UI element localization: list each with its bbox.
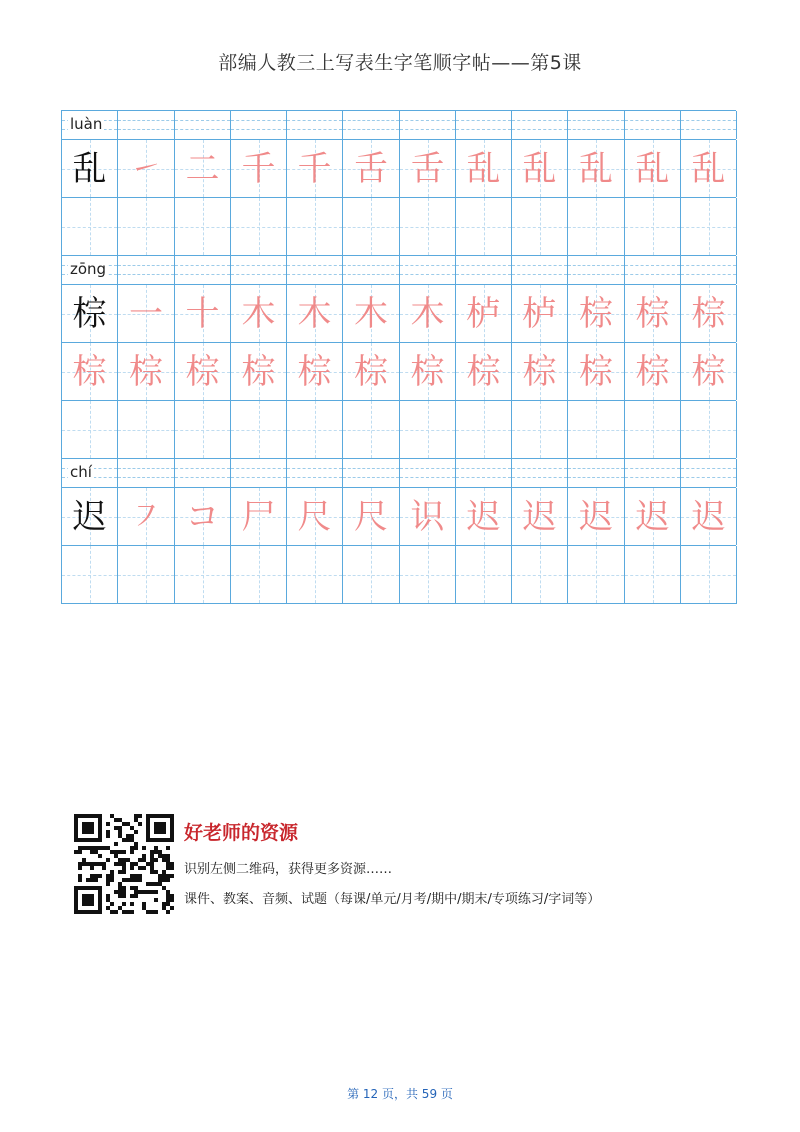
- pinyin-cell: [231, 459, 287, 487]
- promo-line-2: 课件、教案、音频、试题（每课/单元/月考/期中/期末/专项练习/字词等）: [184, 892, 601, 907]
- pinyin-cell: [456, 256, 512, 284]
- char-row: [61, 487, 736, 545]
- trace-character: 尺: [297, 496, 332, 537]
- promo-line-1: 识别左侧二维码，获得更多资源……: [184, 862, 393, 877]
- pinyin-label: chí: [70, 463, 92, 481]
- trace-character: 迟: [635, 496, 670, 537]
- grid-cell[interactable]: [512, 488, 568, 545]
- grid-cell[interactable]: [568, 546, 625, 603]
- trace-character: 棕: [72, 351, 107, 392]
- grid-cell[interactable]: [231, 343, 287, 400]
- trace-character: 识: [410, 496, 445, 537]
- grid-cell[interactable]: [231, 198, 287, 255]
- trace-character: 千: [241, 148, 276, 189]
- model-character: 棕: [72, 293, 107, 334]
- grid-cell[interactable]: [400, 546, 456, 603]
- pinyin-cell: [625, 111, 681, 139]
- page-number: 第 12 页，共 59 页: [347, 1087, 453, 1101]
- grid-cell[interactable]: [343, 198, 400, 255]
- pinyin-cell: [568, 111, 625, 139]
- grid-cell[interactable]: [625, 546, 681, 603]
- pinyin-cell: [512, 459, 568, 487]
- grid-cell[interactable]: [287, 401, 343, 458]
- pinyin-cell: [681, 111, 737, 139]
- pinyin-label: luàn: [70, 115, 103, 133]
- grid-cell[interactable]: [287, 488, 343, 545]
- pinyin-cell: [400, 111, 456, 139]
- grid-cell[interactable]: [175, 140, 231, 197]
- character-block: [61, 458, 736, 603]
- pinyin-cell: [118, 256, 175, 284]
- trace-character: 一: [129, 293, 163, 334]
- grid-cell[interactable]: [568, 198, 625, 255]
- grid-cell[interactable]: [62, 140, 118, 197]
- grid-cell[interactable]: [62, 198, 118, 255]
- grid-cell[interactable]: [625, 343, 681, 400]
- character-block: [61, 110, 736, 255]
- grid-cell[interactable]: [512, 343, 568, 400]
- char-row: [61, 342, 736, 400]
- grid-cell[interactable]: [175, 198, 231, 255]
- qr-code-icon: [74, 814, 174, 914]
- grid-cell[interactable]: [231, 140, 287, 197]
- pinyin-row: [61, 458, 736, 487]
- trace-character: 迟: [522, 496, 557, 537]
- trace-character: 尺: [354, 496, 388, 537]
- grid-cell[interactable]: [287, 343, 343, 400]
- grid-bottom-border: [61, 603, 737, 604]
- grid-cell[interactable]: [625, 285, 681, 342]
- grid-cell[interactable]: [625, 488, 681, 545]
- grid-cell[interactable]: [512, 198, 568, 255]
- grid-cell[interactable]: [400, 285, 456, 342]
- pinyin-cell: [681, 459, 737, 487]
- grid-cell[interactable]: [456, 198, 512, 255]
- trace-character: 棕: [354, 351, 388, 392]
- grid-cell[interactable]: [118, 140, 175, 197]
- grid-cell[interactable]: [681, 546, 737, 603]
- trace-character: 棕: [522, 351, 557, 392]
- char-row: [61, 400, 736, 458]
- character-block: [61, 255, 736, 458]
- pinyin-cell: [456, 459, 512, 487]
- grid-cell[interactable]: [681, 285, 737, 342]
- trace-character: 千: [297, 148, 332, 189]
- grid-cell[interactable]: [62, 546, 118, 603]
- pinyin-cell: [400, 459, 456, 487]
- pinyin-cell: [456, 111, 512, 139]
- grid-cell[interactable]: [287, 140, 343, 197]
- grid-cell[interactable]: [231, 401, 287, 458]
- grid-cell[interactable]: [456, 140, 512, 197]
- grid-cell[interactable]: [287, 285, 343, 342]
- trace-character: 二: [185, 148, 220, 189]
- trace-character: 栌: [466, 293, 501, 334]
- trace-character: 木: [297, 293, 332, 334]
- grid-cell[interactable]: [175, 285, 231, 342]
- grid-cell[interactable]: [231, 546, 287, 603]
- pinyin-cell: [681, 256, 737, 284]
- trace-character: 栌: [522, 293, 557, 334]
- grid-cell[interactable]: [62, 488, 118, 545]
- grid-cell[interactable]: [118, 285, 175, 342]
- char-row: [61, 197, 736, 255]
- pinyin-cell: [512, 111, 568, 139]
- grid-cell[interactable]: [343, 140, 400, 197]
- pinyin-cell: [231, 111, 287, 139]
- grid-cell[interactable]: [343, 285, 400, 342]
- grid-cell[interactable]: [62, 401, 118, 458]
- grid-cell[interactable]: [175, 343, 231, 400]
- pinyin-cell: [175, 459, 231, 487]
- grid-cell[interactable]: [512, 285, 568, 342]
- trace-character: 乱: [691, 148, 726, 189]
- trace-character: ㇇: [129, 496, 163, 537]
- char-row: [61, 139, 736, 197]
- grid-cell[interactable]: [512, 546, 568, 603]
- grid-cell[interactable]: [400, 140, 456, 197]
- pinyin-cell: [568, 256, 625, 284]
- trace-character: 棕: [579, 293, 613, 334]
- char-row: [61, 284, 736, 342]
- grid-cell[interactable]: [118, 401, 175, 458]
- pinyin-row: [61, 110, 736, 139]
- grid-cell[interactable]: [118, 343, 175, 400]
- grid-cell[interactable]: [456, 343, 512, 400]
- trace-character: コ: [185, 496, 220, 537]
- grid-cell[interactable]: [568, 401, 625, 458]
- trace-character: 棕: [129, 351, 163, 392]
- trace-character: 迟: [579, 496, 613, 537]
- pinyin-cell: [625, 459, 681, 487]
- pinyin-label: zōng: [70, 260, 107, 278]
- grid-cell[interactable]: [625, 401, 681, 458]
- promo-title: 好老师的资源: [184, 822, 299, 844]
- pinyin-cell: [512, 256, 568, 284]
- grid-cell[interactable]: [456, 546, 512, 603]
- grid-cell[interactable]: [62, 343, 118, 400]
- pinyin-cell: [118, 111, 175, 139]
- trace-character: 舌: [354, 148, 388, 189]
- pinyin-cell: [231, 256, 287, 284]
- grid-cell[interactable]: [118, 488, 175, 545]
- grid-cell[interactable]: [62, 285, 118, 342]
- grid-cell[interactable]: [568, 343, 625, 400]
- model-character: 迟: [72, 496, 107, 537]
- grid-cell[interactable]: [456, 488, 512, 545]
- trace-character: 舌: [410, 148, 445, 189]
- grid-cell[interactable]: [681, 140, 737, 197]
- trace-character: 棕: [297, 351, 332, 392]
- page-title: 部编人教三上写表生字笔顺字帖——第5课: [218, 52, 582, 74]
- trace-character: 棕: [635, 293, 670, 334]
- trace-character: 棕: [410, 351, 445, 392]
- pinyin-cell: [175, 111, 231, 139]
- trace-character: 棕: [691, 351, 726, 392]
- trace-character: 棕: [185, 351, 220, 392]
- trace-character: 木: [354, 293, 388, 334]
- pinyin-cell: [343, 111, 400, 139]
- grid-cell[interactable]: [231, 285, 287, 342]
- model-character: 乱: [72, 148, 107, 189]
- pinyin-cell: [343, 256, 400, 284]
- grid-cell[interactable]: [400, 343, 456, 400]
- grid-cell[interactable]: [343, 488, 400, 545]
- trace-character: 棕: [241, 351, 276, 392]
- trace-character: 乱: [522, 148, 557, 189]
- trace-character: 木: [241, 293, 276, 334]
- trace-character: 十: [185, 293, 220, 334]
- grid-cell[interactable]: [118, 546, 175, 603]
- grid-cell[interactable]: [568, 140, 625, 197]
- trace-character: ㇀: [129, 148, 163, 189]
- grid-cell[interactable]: [681, 488, 737, 545]
- pinyin-cell: [287, 111, 343, 139]
- grid-cell[interactable]: [287, 198, 343, 255]
- grid-cell[interactable]: [512, 401, 568, 458]
- practice-grid: [61, 110, 736, 604]
- grid-cell[interactable]: [681, 401, 737, 458]
- trace-character: 迟: [466, 496, 501, 537]
- grid-cell[interactable]: [681, 343, 737, 400]
- trace-character: 迟: [691, 496, 726, 537]
- grid-cell[interactable]: [343, 546, 400, 603]
- pinyin-cell: [175, 256, 231, 284]
- trace-character: 棕: [635, 351, 670, 392]
- pinyin-cell: [568, 459, 625, 487]
- grid-cell[interactable]: [400, 401, 456, 458]
- char-row: [61, 545, 736, 603]
- trace-character: 尸: [241, 496, 276, 537]
- grid-cell[interactable]: [231, 488, 287, 545]
- grid-cell[interactable]: [625, 140, 681, 197]
- pinyin-cell: [343, 459, 400, 487]
- pinyin-cell: [287, 256, 343, 284]
- pinyin-cell: [118, 459, 175, 487]
- grid-cell[interactable]: [343, 401, 400, 458]
- grid-cell[interactable]: [681, 198, 737, 255]
- pinyin-cell: [400, 256, 456, 284]
- grid-cell[interactable]: [456, 401, 512, 458]
- trace-character: 乱: [466, 148, 501, 189]
- grid-cell[interactable]: [456, 285, 512, 342]
- grid-cell[interactable]: [175, 401, 231, 458]
- pinyin-cell: [625, 256, 681, 284]
- grid-cell[interactable]: [625, 198, 681, 255]
- grid-cell[interactable]: [568, 488, 625, 545]
- grid-cell[interactable]: [343, 343, 400, 400]
- pinyin-cell: [287, 459, 343, 487]
- grid-cell[interactable]: [512, 140, 568, 197]
- grid-cell[interactable]: [118, 198, 175, 255]
- trace-character: 棕: [466, 351, 501, 392]
- pinyin-row: [61, 255, 736, 284]
- trace-character: 乱: [579, 148, 613, 189]
- grid-cell[interactable]: [400, 198, 456, 255]
- grid-cell[interactable]: [568, 285, 625, 342]
- grid-cell[interactable]: [400, 488, 456, 545]
- grid-cell[interactable]: [175, 546, 231, 603]
- trace-character: 棕: [691, 293, 726, 334]
- trace-character: 乱: [635, 148, 670, 189]
- trace-character: 棕: [579, 351, 613, 392]
- grid-cell[interactable]: [287, 546, 343, 603]
- grid-cell[interactable]: [175, 488, 231, 545]
- trace-character: 木: [410, 293, 445, 334]
